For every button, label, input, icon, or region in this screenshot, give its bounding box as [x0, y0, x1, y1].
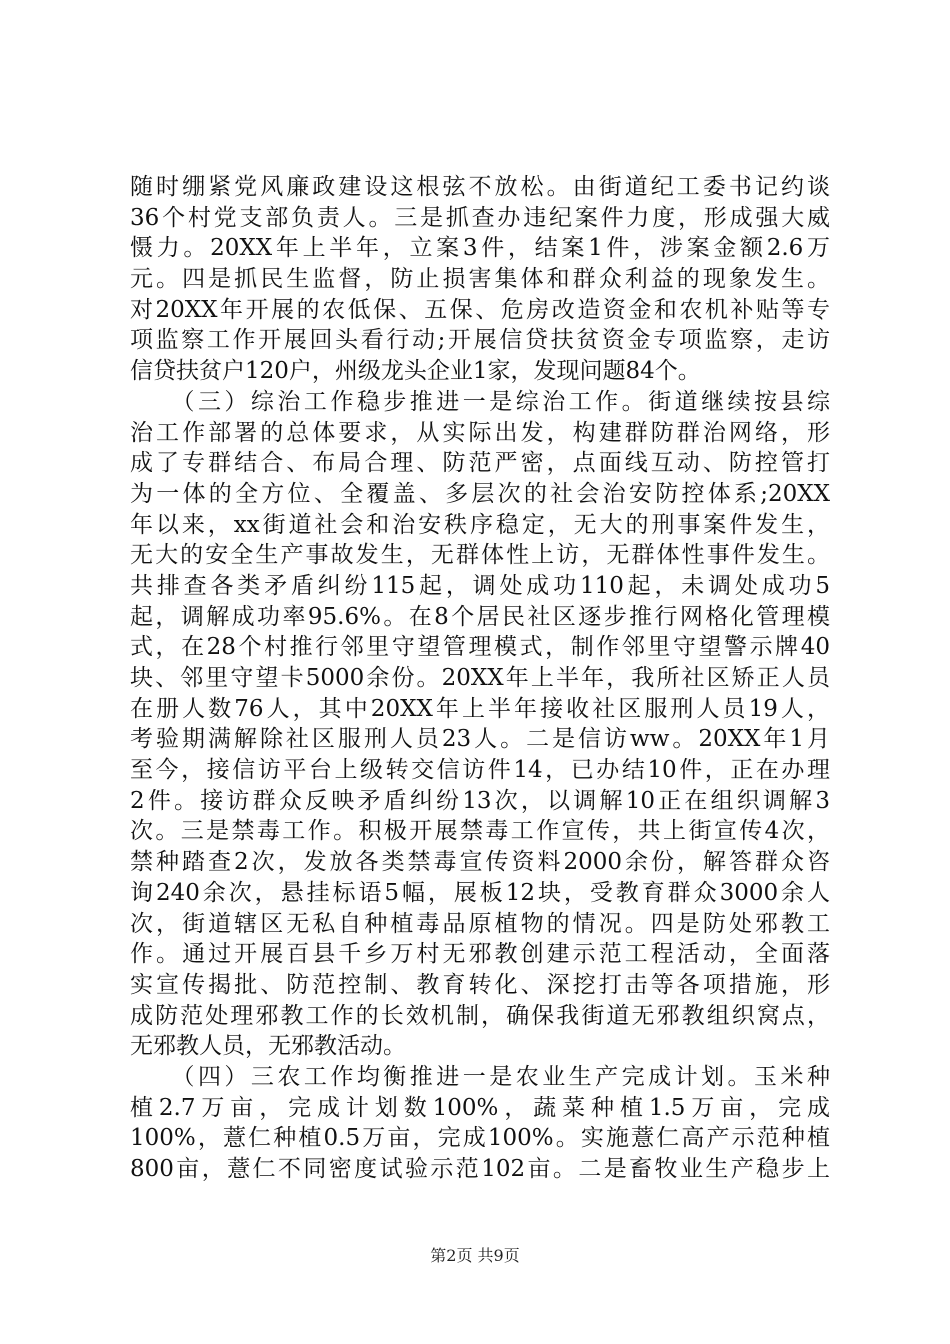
- text-line: 治工作部署的总体要求，从实际出发，构建群防群治网络，形: [130, 419, 830, 446]
- text-line: 成防范处理邪教工作的长效机制，确保我街道无邪教组织窝点，: [130, 1002, 830, 1029]
- text-line: 共排查各类矛盾纠纷115起，调处成功110起，未调处成功5: [130, 572, 830, 599]
- text-line: 禁种踏查2次，发放各类禁毒宣传资料2000余份，解答群众咨: [130, 849, 830, 876]
- text-line: 考验期满解除社区服刑人员23人。二是信访ww。20XX年1月: [130, 726, 830, 753]
- text-line: 信贷扶贫户120户，州级龙头企业1家，发现问题84个。: [130, 358, 701, 385]
- text-line: （四）三农工作均衡推进一是农业生产完成计划。玉米种: [130, 1063, 830, 1090]
- text-line: 为一体的全方位、全覆盖、多层次的社会治安防控体系;20XX: [130, 480, 830, 507]
- text-line: 对20XX年开展的农低保、五保、危房改造资金和农机补贴等专: [130, 296, 830, 323]
- text-line: 式，在28个村推行邻里守望管理模式，制作邻里守望警示牌40: [130, 634, 830, 661]
- text-line: 100%，薏仁种植0.5万亩，完成100%。实施薏仁高产示范种植: [130, 1125, 830, 1152]
- text-line: 次，街道辖区无私自种植毒品原植物的情况。四是防处邪教工: [130, 910, 830, 937]
- text-line: 作。通过开展百县千乡万村无邪教创建示范工程活动，全面落: [130, 941, 830, 968]
- text-line: 块、邻里守望卡5000余份。20XX年上半年，我所社区矫正人员: [130, 665, 830, 691]
- text-line: 2件。接访群众反映矛盾纠纷13次，以调解10正在组织调解3: [130, 787, 830, 814]
- text-line: 随时绷紧党风廉政建设这根弦不放松。由街道纪工委书记约谈: [130, 174, 830, 200]
- text-line: 无邪教人员，无邪教活动。: [130, 1033, 406, 1060]
- text-line: 慑力。20XX年上半年，立案3件，结案1件，涉案金额2.6万: [130, 235, 830, 262]
- text-line: 在册人数76人，其中20XX年上半年接收社区服刑人员19人，: [130, 695, 830, 722]
- text-line: 询240余次，悬挂标语5幅，展板12块，受教育群众3000余人: [130, 879, 830, 906]
- text-line: 年以来，xx街道社会和治安秩序稳定，无大的刑事案件发生，: [130, 511, 830, 538]
- text-line: 起，调解成功率95.6%。在8个居民社区逐步推行网格化管理模: [130, 603, 830, 630]
- text-line: 800亩，薏仁不同密度试验示范102亩。二是畜牧业生产稳步上: [130, 1156, 830, 1182]
- text-line: 元。四是抓民生监督，防止损害集体和群众利益的现象发生。: [130, 266, 830, 293]
- text-line: 至今，接信访平台上级转交信访件14，已办结10件，正在办理: [130, 757, 830, 784]
- text-line: 成了专群结合、布局合理、防范严密，点面线互动、防控管打: [130, 450, 830, 477]
- text-line: 实宣传揭批、防范控制、教育转化、深挖打击等各项措施，形: [130, 971, 830, 998]
- document-body: [130, 172, 830, 1185]
- text-line: 无大的安全生产事故发生，无群体性上访，无群体性事件发生。: [130, 542, 830, 569]
- text-line: 项监察工作开展回头看行动;开展信贷扶贫资金专项监察，走访: [130, 327, 830, 354]
- text-line: 次。三是禁毒工作。积极开展禁毒工作宣传，共上街宣传4次，: [130, 818, 830, 845]
- text-line: 36个村党支部负责人。三是抓查办违纪案件力度，形成强大威: [130, 204, 830, 231]
- page-footer: 第2页 共9页: [430, 1246, 520, 1265]
- text-line: 植2.7万亩，完成计划数100%，蔬菜种植1.5万亩，完成: [130, 1094, 830, 1121]
- text-line: （三）综治工作稳步推进一是综治工作。街道继续按县综: [130, 388, 830, 415]
